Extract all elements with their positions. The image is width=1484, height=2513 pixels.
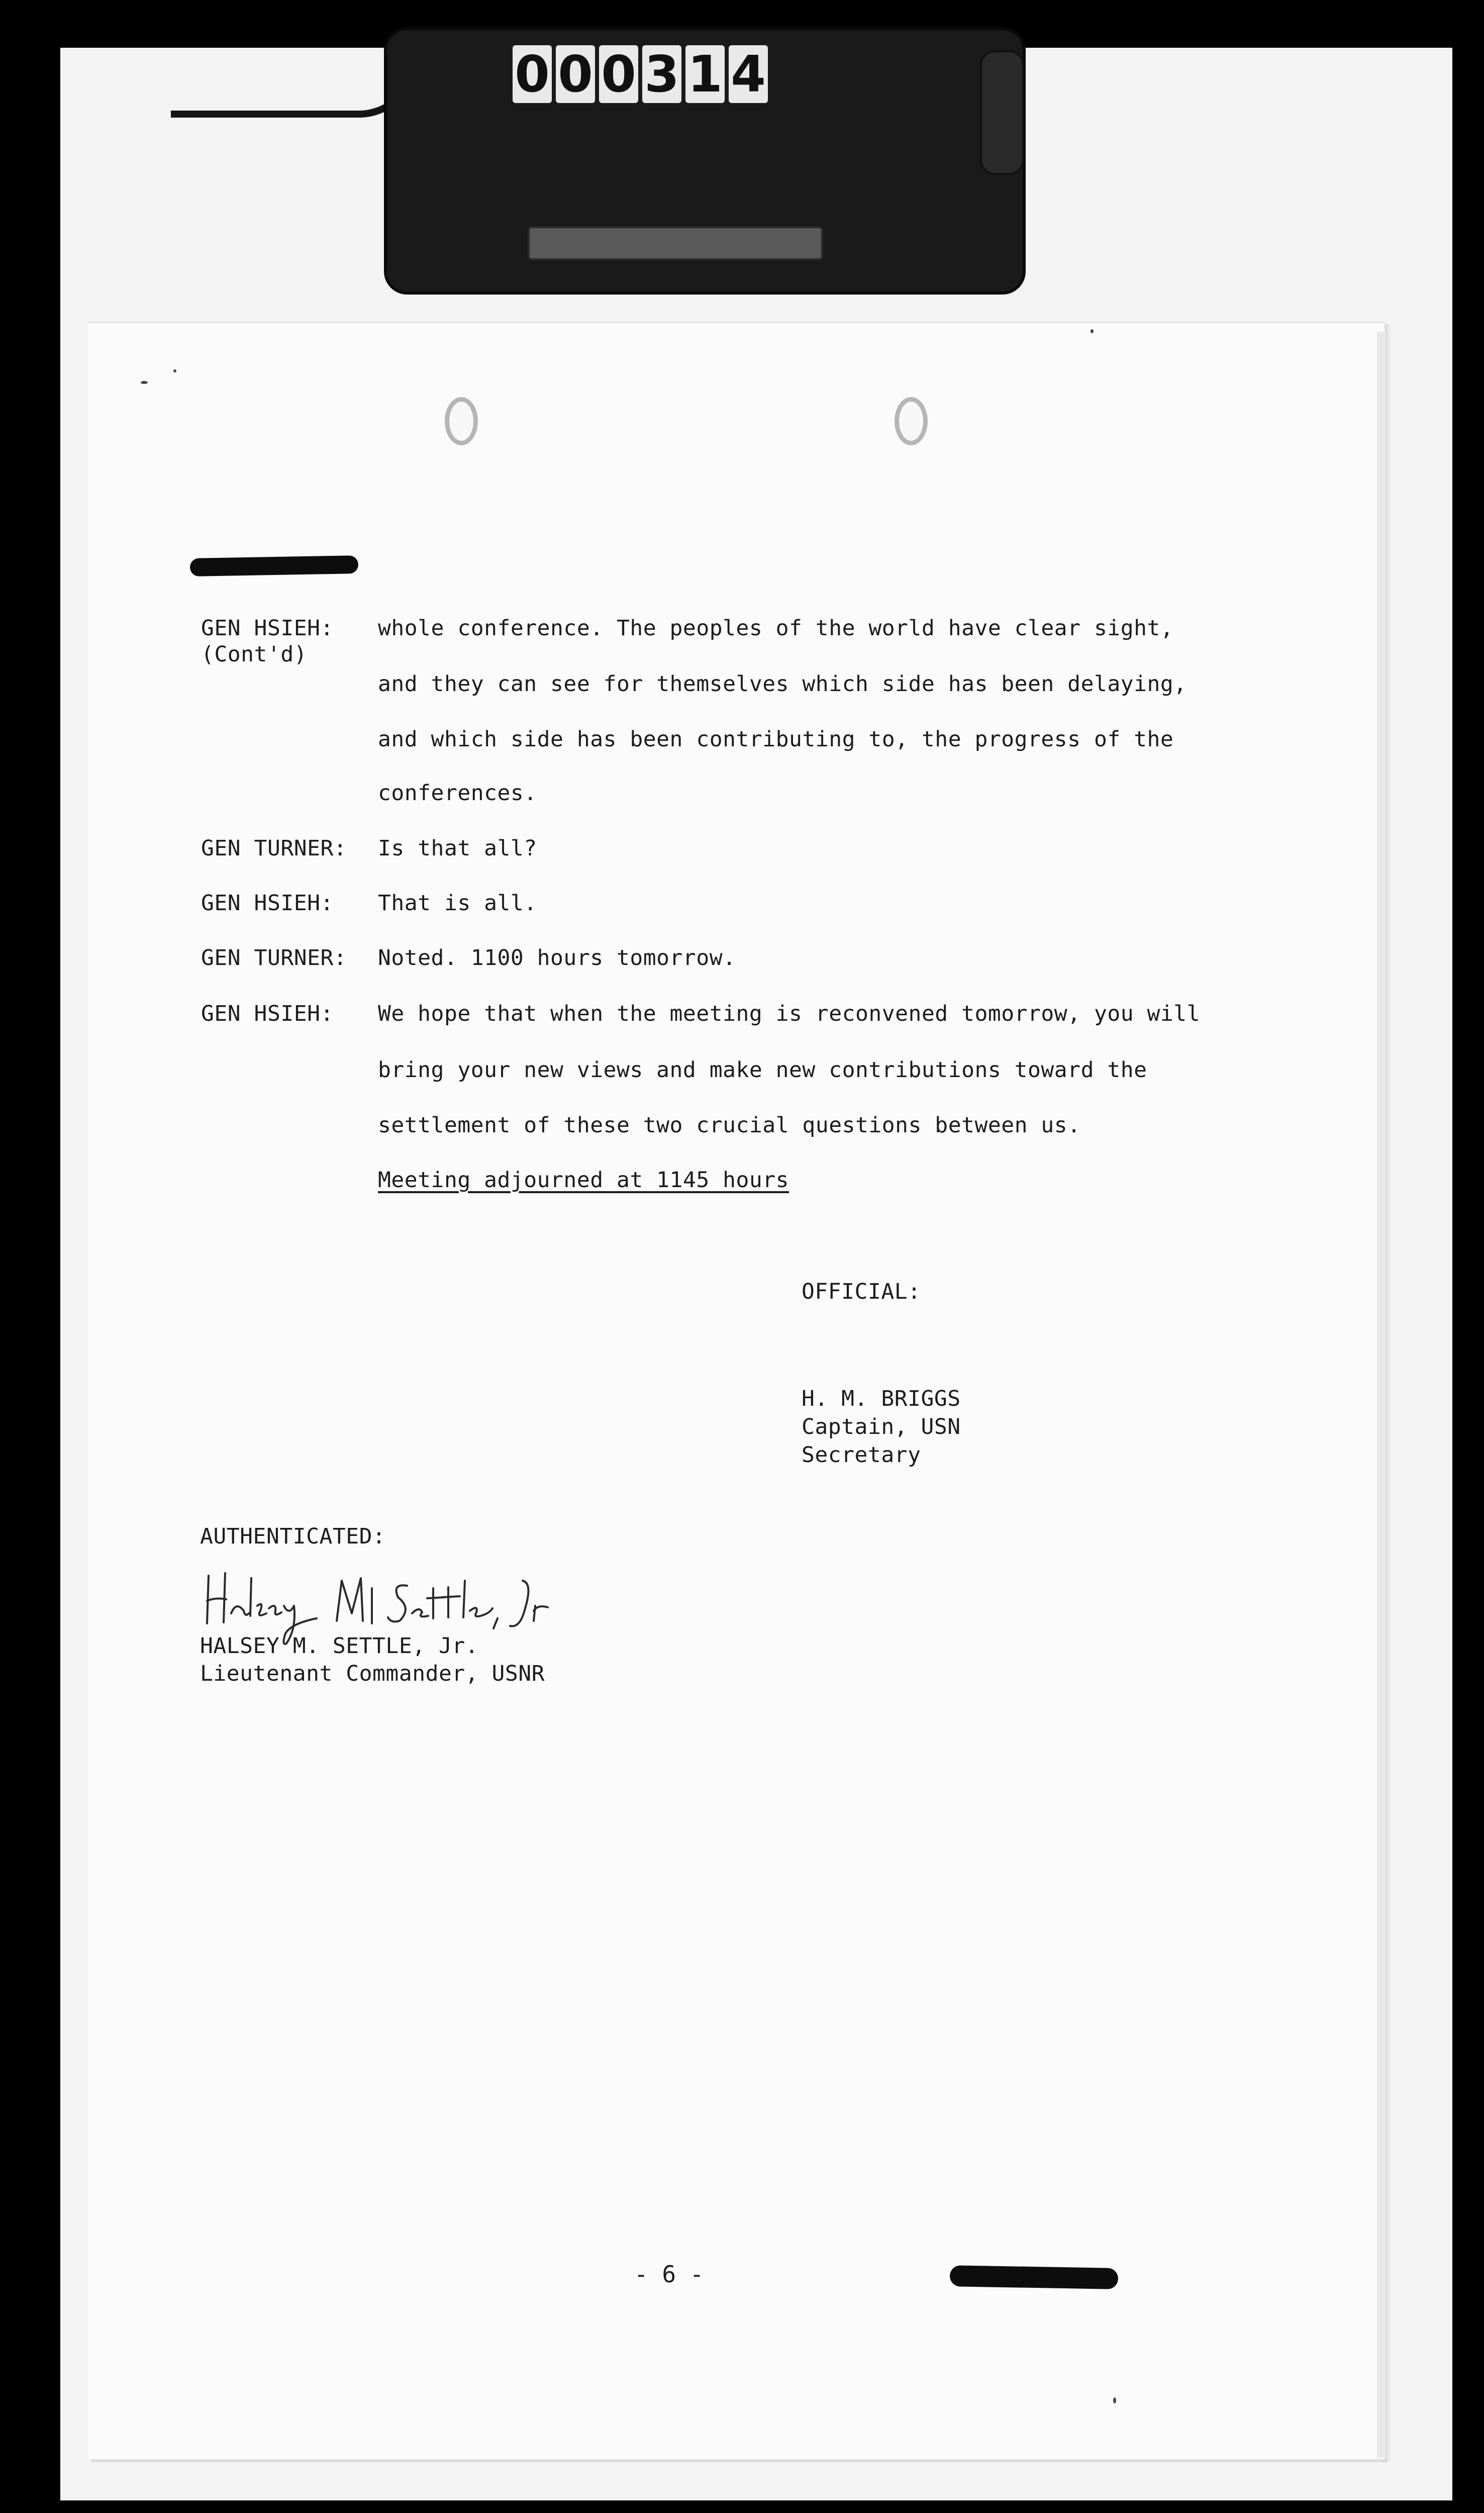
speaker-label: GEN TURNER: [201,836,347,861]
official-title: Secretary [802,1442,921,1468]
authenticator-rank: Lieutenant Commander, USNR [200,1661,545,1686]
speaker-label: GEN HSIEH: [201,1001,334,1026]
film-speck [1113,2397,1116,2403]
counter-knob [980,50,1024,175]
speech-line: whole conference. The peoples of the world have clear sight, [378,616,1174,641]
speaker-note: (Cont'd) [201,642,308,667]
counter-digit: 0 [513,45,552,103]
page-number: - 6 - [634,2261,704,2288]
counter-digit: 0 [556,45,595,103]
punch-hole [895,397,928,445]
speech-line: and they can see for themselves which side has been delaying, [378,671,1187,697]
speech-line: and which side has been contributing to, the progress of the [378,727,1174,752]
redaction-mark [950,2265,1119,2289]
speech-line: Noted. 1100 hours tomorrow. [378,945,736,971]
page-edge [1377,332,1386,2458]
punch-hole [445,397,478,445]
speech-line: That is all. [378,891,537,916]
authenticator-name: HALSEY M. SETTLE, Jr. [200,1633,479,1659]
frame-counter [513,45,768,106]
official-label: OFFICIAL: [802,1279,921,1304]
redaction-mark [190,555,359,576]
speech-line: conferences. [378,781,537,806]
speech-line: bring your new views and make new contributions toward the [378,1057,1147,1083]
film-speck [141,381,148,384]
counter-digit: 4 [729,45,768,103]
speech-line: Is that all? [378,836,537,861]
official-name: H. M. BRIGGS [802,1386,961,1411]
official-rank: Captain, USN [802,1414,961,1439]
speaker-label: GEN HSIEH: [201,891,334,916]
film-speck [173,369,176,372]
speaker-label: GEN TURNER: [201,945,347,971]
speaker-label: GEN HSIEH: [201,616,334,641]
speech-line: We hope that when the meeting is reconvened tomorrow, you will [378,1001,1201,1026]
film-speck [1091,329,1094,333]
counter-slot [528,226,823,260]
adjournment-note: Meeting adjourned at 1145 hours [378,1168,789,1193]
counter-digit: 3 [642,45,681,103]
authenticated-label: AUTHENTICATED: [200,1524,386,1549]
speech-line: settlement of these two crucial questions between us. [378,1113,1081,1138]
counter-cable [171,35,419,118]
counter-digit: 0 [599,45,638,103]
counter-digit: 1 [685,45,725,103]
